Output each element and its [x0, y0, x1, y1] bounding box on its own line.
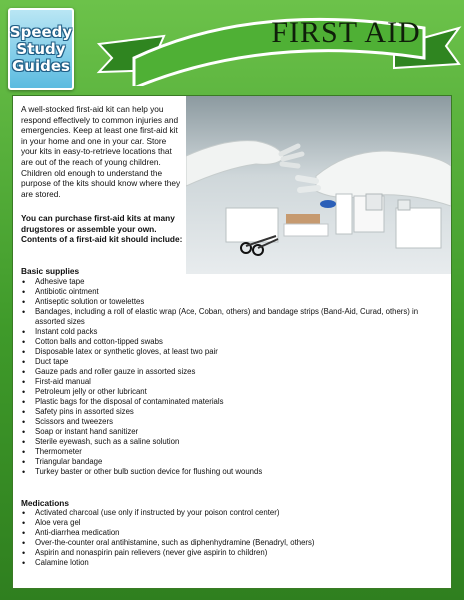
purchase-note: You can purchase first-aid kits at many drugstores or assemble your own. Contents of a first-aid kit should include: — [21, 213, 183, 245]
list-item: • Anti-diarrhea medication — [21, 528, 446, 538]
list-item: • Activated charcoal (use only if instructed by your poison control center) — [21, 508, 446, 518]
list-item: • Over-the-counter oral antihistamine, such as diphenhydramine (Benadryl, others) — [21, 538, 446, 548]
list-item: • Duct tape — [21, 357, 446, 367]
list-item: • Calamine lotion — [21, 558, 446, 568]
list-item: • Adhesive tape — [21, 277, 446, 287]
speedy-study-guides-logo — [8, 8, 74, 90]
basic-supplies-heading: Basic supplies — [21, 266, 80, 276]
list-item: • Plastic bags for the disposal of contaminated materials — [21, 397, 446, 407]
list-item: • Antiseptic solution or towelettes — [21, 297, 446, 307]
list-item: • Safety pins in assorted sizes — [21, 407, 446, 417]
logo-line-2: Study — [16, 39, 66, 58]
list-item: • Aloe vera gel — [21, 518, 446, 528]
list-item: • First-aid manual — [21, 377, 446, 387]
title-banner — [94, 6, 464, 86]
list-item: • Gauze pads and roller gauze in assorted sizes — [21, 367, 446, 377]
list-item: • Sterile eyewash, such as a saline solution — [21, 437, 446, 447]
medications-heading: Medications — [21, 498, 69, 508]
list-item: • Petroleum jelly or other lubricant — [21, 387, 446, 397]
list-item: • Antibiotic ointment — [21, 287, 446, 297]
list-item: • Triangular bandage — [21, 457, 446, 467]
list-item: • Disposable latex or synthetic gloves, at least two pair — [21, 347, 446, 357]
list-item: • Scissors and tweezers — [21, 417, 446, 427]
list-item: • Thermometer — [21, 447, 446, 457]
intro-paragraph: A well-stocked first-aid kit can help you respond effectively to common injuries and emergencies. Keep at least one first-aid kit in your home and one in your car. Store your kits in easy-to-retrieve locations that are out of the reach of young children. Children old enough to understand the purpose of the kits should know where they are stored. — [21, 104, 181, 199]
content-panel — [12, 95, 452, 589]
list-item: • Turkey baster or other bulb suction device for flushing out wounds — [21, 467, 446, 477]
list-item: • Aspirin and nonaspirin pain relievers (never give aspirin to children) — [21, 548, 446, 558]
basic-supplies-list — [21, 277, 446, 477]
page-title: FIRST AID — [271, 16, 421, 49]
list-item: • Cotton balls and cotton-tipped swabs — [21, 337, 446, 347]
list-item: • Soap or instant hand sanitizer — [21, 427, 446, 437]
logo-line-3: Guides — [12, 56, 70, 75]
list-item: • Bandages, including a roll of elastic wrap (Ace, Coban, others) and bandage strips (Band-Aid, Curad, others) in assorted sizes — [21, 307, 446, 327]
logo-line-1: Speedy — [9, 22, 73, 41]
first-aid-kit-photo — [186, 96, 451, 274]
medications-list — [21, 508, 446, 568]
list-item: • Instant cold packs — [21, 327, 446, 337]
